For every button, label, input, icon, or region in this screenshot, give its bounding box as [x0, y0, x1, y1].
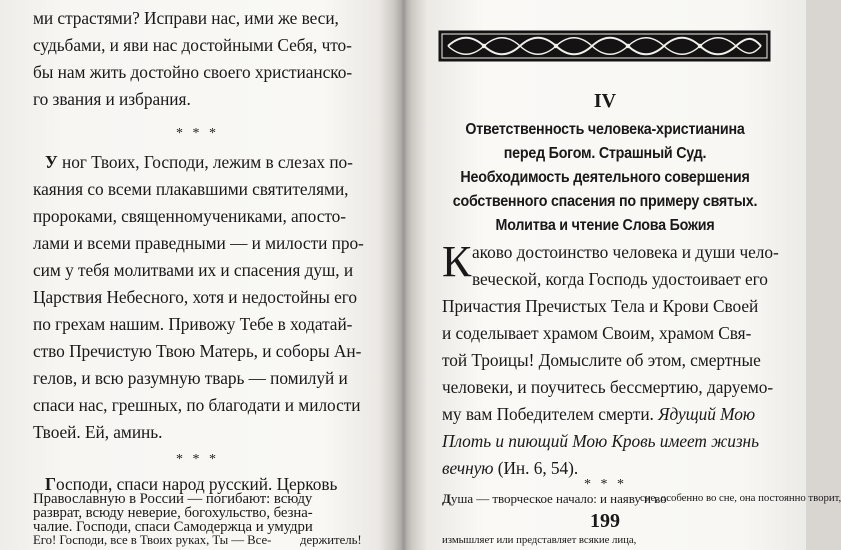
text-line: уша — творческое начало: и наяву и во	[450, 491, 667, 506]
drop-cap: К	[442, 237, 472, 286]
ornamental-header-band	[438, 30, 771, 62]
text-line: Причастия Пречистых Тела и Крови Своей	[442, 296, 759, 316]
text-line: сне, особенно во сне, она постоянно творит,	[640, 492, 841, 504]
text-line: ног Твоих, Господи, лежим в слезах по-	[57, 152, 353, 172]
text-line: по грехам нашим. Привожу Тебе в ходатай-	[33, 314, 353, 334]
text-line: осподи, спаси народ русский. Церковь	[55, 474, 338, 494]
scripture-reference: (Ин. 6, 54).	[493, 458, 579, 478]
text-line: держитель!	[300, 532, 362, 547]
text-line: каяния со всеми плакавшими святителями,	[33, 179, 349, 199]
text-line: бы нам жить достойно своего христианско-	[33, 62, 353, 82]
text-line-with-reference	[442, 458, 578, 478]
section-separator: * * *	[176, 452, 219, 467]
text-line: Твоей. Ей, аминь.	[33, 422, 163, 442]
text-line: ми страстями? Исправи нас, ими же веси,	[33, 8, 339, 28]
scripture-quote: Ядущий Мою	[653, 404, 756, 424]
text-line: Православную в России — погибают: всюду	[33, 491, 313, 507]
section-separator: * * *	[584, 477, 627, 492]
chapter-heading-line: перед Богом. Страшный Суд.	[503, 145, 707, 162]
paragraph-initial: Д	[442, 491, 451, 506]
text-line: сим у тебя молитвами их и спасения душ, и	[33, 260, 354, 280]
text-fragment: му вам Победителем смерти.	[442, 404, 654, 424]
paragraph-initial: У	[45, 152, 58, 172]
text-line: лами и всеми праведными — и милости про-	[33, 233, 364, 253]
text-line: аково достоинство человека и души чело-	[472, 242, 779, 262]
text-line: Его! Господи, все в Твоих руках, Ты — Все-	[33, 532, 272, 547]
text-line: разврат, всюду неверие, богохульство, безна-	[33, 505, 313, 521]
paragraph-first-line	[45, 152, 353, 172]
paragraph-initial: Г	[45, 474, 56, 494]
text-line: и соделывает храмом Своим, храмом Свя-	[442, 323, 752, 343]
text-line: гелов, и всю разумную тварь — помилуй и	[33, 368, 348, 388]
right-page	[404, 0, 806, 550]
text-line: чалие. Господи, спаси Самодержца и умудри	[33, 519, 313, 535]
scripture-quote: вечную	[442, 458, 494, 478]
text-line: человеки, и поучитесь бессмертию, даруемо-	[442, 377, 774, 397]
chapter-heading-line: Ответственность человека-христианина	[465, 121, 745, 138]
text-line: го звания и избрания.	[33, 89, 191, 109]
scripture-quote-line: Плоть и пиющий Мою Кровь имеет жизнь	[442, 431, 759, 451]
chapter-number: IV	[593, 90, 617, 112]
text-line-with-quote	[442, 404, 755, 424]
text-line: Царствия Небесного, хотя и недостойны его	[33, 287, 358, 307]
text-line: ство Пречистую Твою Матерь, и соборы Ан-	[33, 341, 362, 361]
text-line: судьбами, и яви нас достойными Себя, что-	[33, 35, 352, 55]
section-separator: * * *	[176, 126, 219, 141]
chapter-heading-line: Необходимость деятельного совершения	[460, 169, 750, 186]
text-line: веческой, когда Господь удостоивает его	[472, 269, 768, 289]
left-page	[0, 0, 400, 550]
chapter-heading-line: собственного спасения по примеру святых.	[452, 193, 758, 210]
text-line: пророками, священномучениками, апосто-	[33, 206, 347, 226]
page-number: 199	[590, 510, 620, 532]
text-line: измышляет или представляет всякие лица,	[442, 534, 637, 546]
chapter-heading-line: Молитва и чтение Слова Божия	[495, 217, 715, 234]
text-line: той Троицы! Домыслите об этом, смертные	[442, 350, 761, 370]
text-line: спаси нас, грешных, по благодати и милости	[33, 395, 361, 415]
